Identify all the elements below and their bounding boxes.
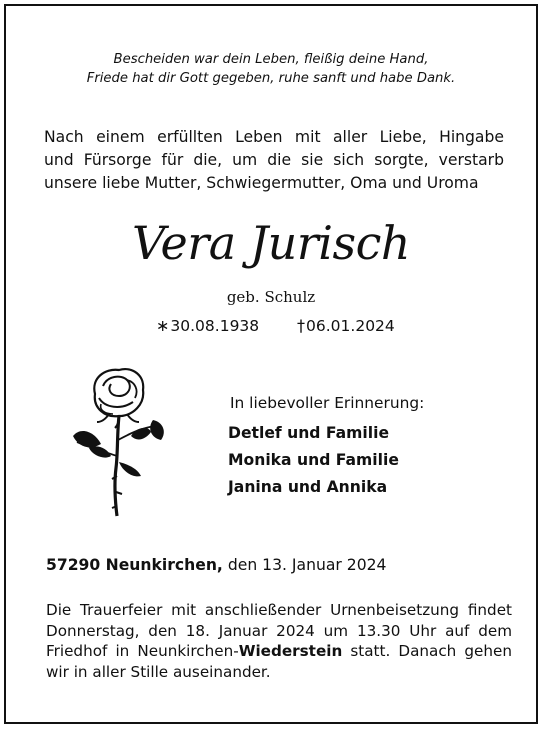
motto-verse — [6, 50, 536, 88]
intro-line: und Fürsorge für die, um die sie sich sorgte, verstarb — [44, 151, 504, 169]
birth-star-icon: ∗ — [156, 316, 170, 335]
death-date: 06.01.2024 — [306, 317, 395, 335]
mourner-entry: Janina und Annika — [228, 478, 388, 496]
mourner-entry: Monika und Familie — [228, 451, 399, 469]
funeral-service-text — [46, 600, 512, 682]
rose-icon — [61, 364, 171, 524]
place-name: 57290 Neunkirchen, — [46, 556, 223, 574]
service-line — [46, 641, 512, 662]
cemetery-district: Wiederstein — [238, 642, 343, 660]
motto-line: Friede hat dir Gott gegeben, ruhe sanft und habe Dank. — [86, 71, 456, 86]
motto-line: Bescheiden war dein Leben, fleißig deine Hand, — [113, 52, 429, 67]
obituary-frame — [4, 4, 538, 724]
life-dates — [156, 316, 395, 335]
service-line-suffix: statt. Danach gehen — [342, 642, 512, 660]
service-line: Die Trauerfeier mit anschließender Urnenbeisetzung findet — [46, 601, 512, 619]
service-line: wir in aller Stille auseinander. — [46, 662, 271, 681]
place-date-line — [46, 556, 386, 574]
remembrance-heading: In liebevoller Erinnerung: — [230, 394, 425, 412]
announcement-date: den 13. Januar 2024 — [227, 556, 387, 574]
service-line: Donnerstag, den 18. Januar 2024 um 13.30 Uhr auf dem — [46, 621, 512, 640]
deceased-name: Vera Jurisch — [131, 216, 411, 270]
mourner-entry: Detlef und Familie — [228, 424, 390, 442]
birth-name: geb. Schulz — [226, 288, 316, 306]
death-cross-icon: † — [297, 316, 306, 335]
intro-line: unsere liebe Mutter, Schwiegermutter, Oma und Uroma — [44, 174, 479, 192]
birth-date: 30.08.1938 — [170, 317, 260, 335]
service-line-prefix: Friedhof in Neunkirchen- — [46, 642, 239, 660]
mourners-list — [228, 420, 399, 501]
intro-line: Nach einem erfüllten Leben mit aller Liebe, Hingabe — [44, 128, 504, 146]
intro-text — [44, 126, 504, 195]
